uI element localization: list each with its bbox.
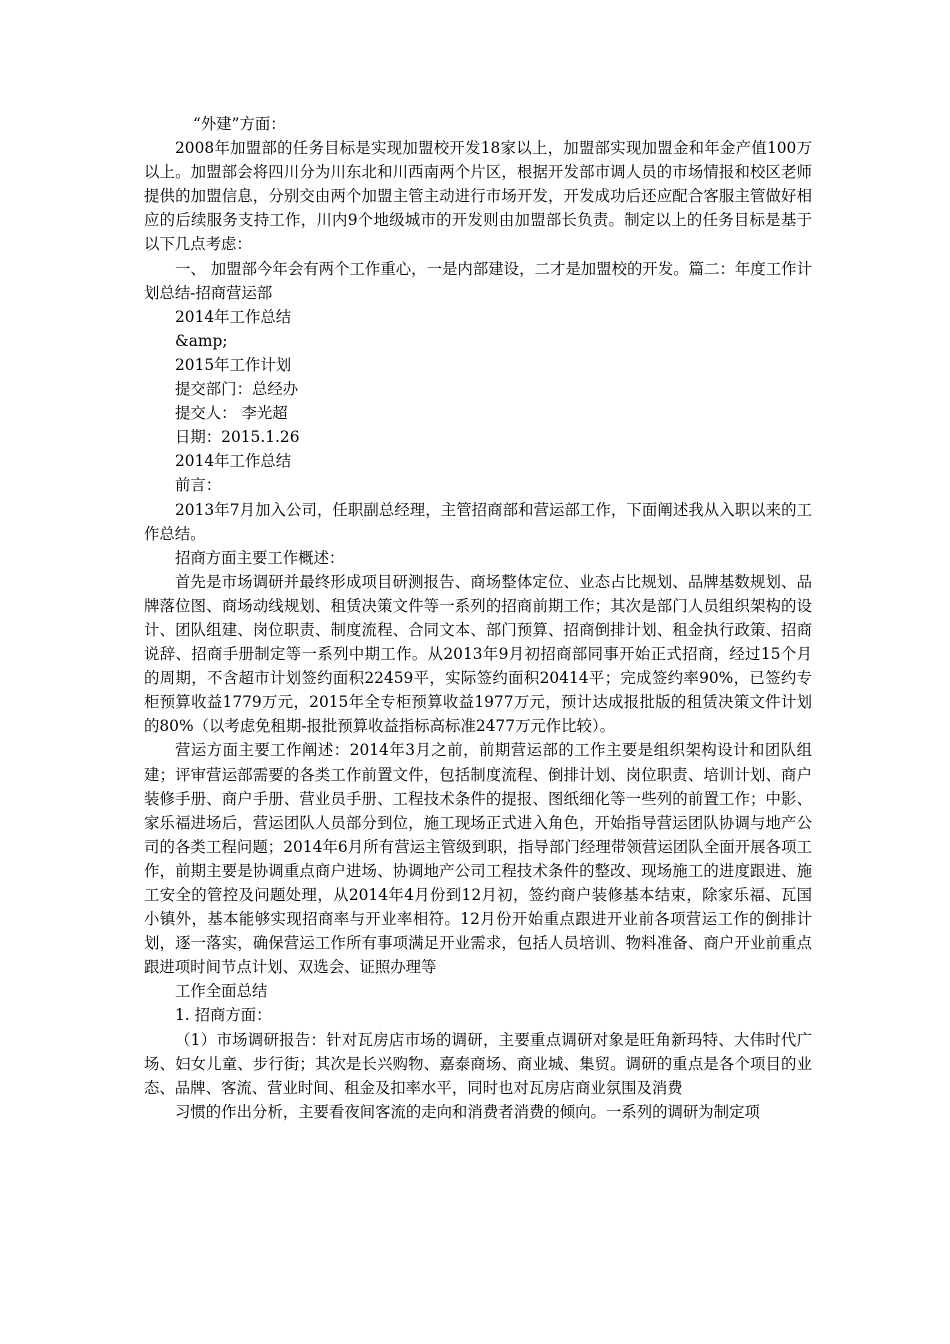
heading-full-summary: 工作全面总结 [175, 982, 268, 1001]
paragraph-leasing-work: 首先是市场调研并最终形成项目研测报告、商场整体定位、业态占比规划、品牌基数规划、品牌落位图、商场动线规划、租赁决策文件等一系列的招商前期工作；其次是部门人员组织架构的设计、团队组建、岗位职责、制度流程、合同文本、部门预算、招商倒排计划、租金执行政策、招商说辞、招商手册制定等一系列中期工作。从2013年9月初招商部同事开始正式招商，经过15个月的周期，不含超市计划签约面积22459平，实际签约面积20414平；完成签约率90%，已签约专柜预算收益1779万元，2015年全专柜预算收益1977万元，预计达成报批版的租赁决策文件计划的80%（以考虑免租期-报批预算收益指标高标准2477万元作比较）。 [144, 572, 812, 736]
heading-leasing-overview: 招商方面主要工作概述： [175, 548, 345, 567]
heading-external-construction: “外建”方面： [193, 115, 286, 133]
paragraph-focus-points: 一、 加盟部今年会有两个工作重心，一是内部建设，二才是加盟校的开发。篇二：年度工作计划总结-招商营运部 [144, 259, 812, 302]
paragraph-operations-work: 营运方面主要工作阐述：2014年3月之前，前期营运部的工作主要是组织架构设计和团队组建；评审营运部需要的各类工作前置文件，包括制度流程、倒排计划、岗位职责、培训计划、商户装修手册、商户手册、营业员手册、工程技术条件的提报、图纸细化等一些列的前置工作；中影、家乐福进场后，营运团队人员部分到位，施工现场正式进入角色，开始指导营运团队协调与地产公司的各类工程问题；2014年6月所有营运主管级到职，指导部门经理带领营运团队全面开展各项工作，前期主要是协调重点商户进场、协调地产公司工程技术条件的整改、现场施工的进度跟进、施工安全的管控及问题处理，从2014年4月份到12月初，签约商户装修基本结束，除家乐福、瓦国小镇外，基本能够实现招商率与开业率相符。12月份开始重点跟进开业前各项营运工作的倒排计划，逐一落实，确保营运工作所有事项满足开业需求，包括人员培训、物料准备、商户开业前重点跟进项时间节点计划、双选会、证照办理等 [144, 741, 812, 977]
heading-leasing-section: 1. 招商方面： [175, 1006, 272, 1025]
submitting-department: 提交部门：总经办 [175, 380, 299, 399]
heading-preface: 前言： [175, 476, 222, 495]
paragraph-joined-company: 2013年7月加入公司，任职副总经理，主管招商部和营运部工作，下面阐述我从入职以来的工作总结。 [144, 500, 812, 543]
paragraph-market-research: （1）市场调研报告：针对瓦房店市场的调研，主要重点调研对象是旺角新玛特、大伟时代广场、妇女儿童、步行街；其次是长兴购物、嘉泰商场、商业城、集贸。调研的重点是各个项目的业态、品牌、客流、营业时间、租金及扣率水平，同时也对瓦房店商业氛围及消费 [144, 1030, 812, 1097]
heading-2014-summary: 2014年工作总结 [175, 452, 292, 471]
title-2014-summary: 2014年工作总结 [175, 307, 292, 326]
paragraph-2008-targets: 2008年加盟部的任务目标是实现加盟校开发18家以上，加盟部实现加盟金和年金产值100万以上。加盟部会将四川分为川东北和川西南两个片区，根据开发部市调人员的市场情报和校区老师提供的加盟信息，分别交由两个加盟主管主动进行市场开发，开发成功后还应配合客服主管做好相应的后续服务支持工作，川内9个地级城市的开发则由加盟部长负责。制定以上的任务目标是基于以下几点考虑： [144, 139, 812, 254]
paragraph-consumer-habits: 习惯的作出分析，主要看夜间客流的走向和消费者消费的倾向。一系列的调研为制定项 [175, 1102, 760, 1121]
ampersand-line: &amp; [175, 331, 228, 350]
document-page [144, 112, 812, 1124]
title-2015-plan: 2015年工作计划 [175, 355, 292, 374]
submitter: 提交人： 李光超 [175, 404, 288, 423]
submission-date: 日期：2015.1.26 [175, 428, 300, 447]
